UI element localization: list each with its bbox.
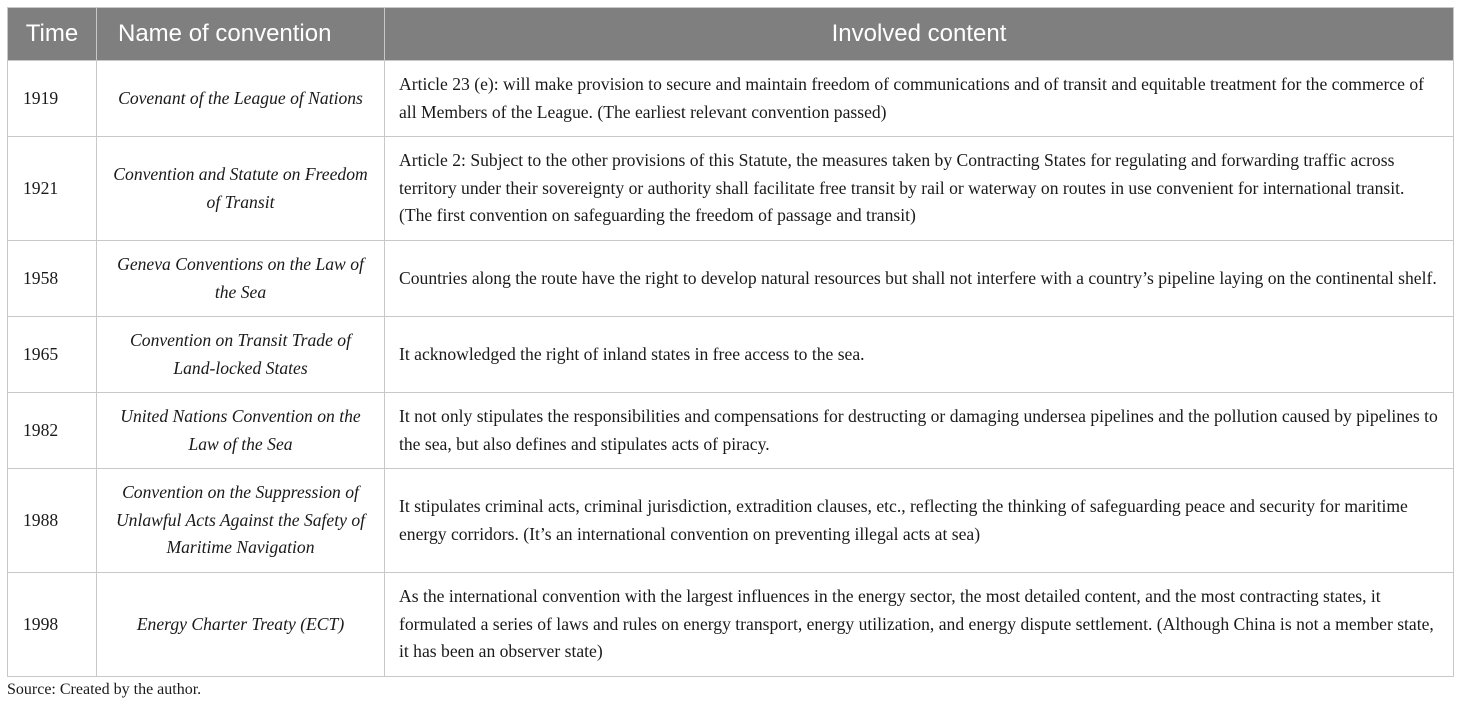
table-row xyxy=(8,393,1454,469)
header-time: Time xyxy=(8,8,97,61)
row-content: It acknowledged the right of inland states in free access to the sea. xyxy=(385,317,1454,393)
header-name-of-convention: Name of convention xyxy=(97,8,385,61)
table-row xyxy=(8,137,1454,241)
row-year: 1965 xyxy=(8,317,97,393)
row-content: Article 2: Subject to the other provisions of this Statute, the measures taken by Contracting States for regulating and forwarding traffic across territory under their sovereignty or authority shall facilitate free transit by rail or waterway on routes in use convenient for international transit. (The first convention on safeguarding the freedom of passage and transit) xyxy=(385,137,1454,241)
row-year: 1988 xyxy=(8,469,97,573)
row-convention-name: Geneva Conventions on the Law of the Sea xyxy=(97,241,385,317)
header-involved-content: Involved content xyxy=(385,8,1454,61)
conventions-table xyxy=(7,7,1454,677)
row-content: It not only stipulates the responsibilities and compensations for destructing or damaging undersea pipelines and the pollution caused by pipelines to the sea, but also defines and stipulates acts of piracy. xyxy=(385,393,1454,469)
row-convention-name: United Nations Convention on the Law of the Sea xyxy=(97,393,385,469)
row-convention-name: Convention on Transit Trade of Land-locked States xyxy=(97,317,385,393)
row-year: 1921 xyxy=(8,137,97,241)
row-year: 1919 xyxy=(8,61,97,137)
table-row xyxy=(8,469,1454,573)
conventions-table-container xyxy=(7,7,1453,677)
row-year: 1998 xyxy=(8,573,97,677)
table-row xyxy=(8,317,1454,393)
row-year: 1958 xyxy=(8,241,97,317)
row-year: 1982 xyxy=(8,393,97,469)
row-convention-name: Convention on the Suppression of Unlawful Acts Against the Safety of Maritime Navigation xyxy=(97,469,385,573)
row-content: Article 23 (e): will make provision to secure and maintain freedom of communications and of transit and equitable treatment for the commerce of all Members of the League. (The earliest relevant convention passed) xyxy=(385,61,1454,137)
row-content: Countries along the route have the right to develop natural resources but shall not interfere with a country’s pipeline laying on the continental shelf. xyxy=(385,241,1454,317)
table-row xyxy=(8,573,1454,677)
table-header-row xyxy=(8,8,1454,61)
row-content: It stipulates criminal acts, criminal jurisdiction, extradition clauses, etc., reflecting the thinking of safeguarding peace and security for maritime energy corridors. (It’s an international convention on preventing illegal acts at sea) xyxy=(385,469,1454,573)
row-convention-name: Covenant of the League of Nations xyxy=(97,61,385,137)
row-convention-name: Energy Charter Treaty (ECT) xyxy=(97,573,385,677)
table-row xyxy=(8,241,1454,317)
row-content: As the international convention with the largest influences in the energy sector, the most detailed content, and the most contracting states, it formulated a series of laws and rules on energy transport, energy utilization, and energy dispute settlement. (Although China is not a member state, it has been an observer state) xyxy=(385,573,1454,677)
source-note: Source: Created by the author. xyxy=(7,681,202,698)
table-row xyxy=(8,61,1454,137)
row-convention-name: Convention and Statute on Freedom of Transit xyxy=(97,137,385,241)
